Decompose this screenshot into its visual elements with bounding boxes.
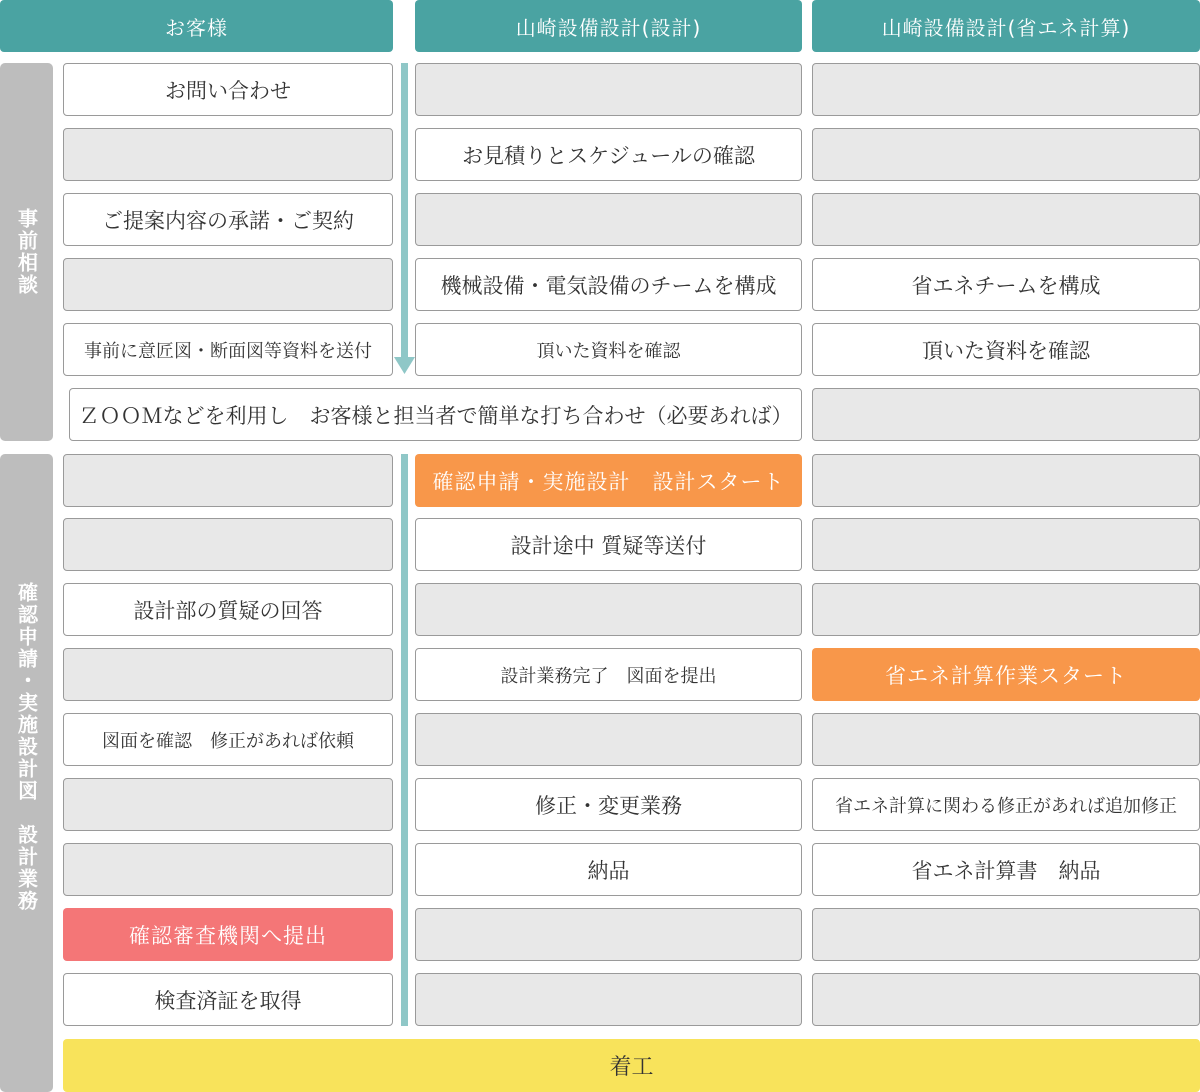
step-answer-questions: 設計部の質疑の回答 (63, 583, 393, 636)
step-energy-calc-start: 省エネ計算作業スタート (812, 648, 1200, 701)
step-send-drawings: 事前に意匠図・断面図等資料を送付 (63, 323, 393, 376)
empty-cell (63, 778, 393, 831)
section-label-main-text: 確認申請・実施設計図 設計業務 (14, 582, 39, 912)
empty-cell (812, 908, 1200, 961)
step-check-materials-energy: 頂いた資料を確認 (812, 323, 1200, 376)
empty-cell (812, 973, 1200, 1026)
step-inquiry: お問い合わせ (63, 63, 393, 116)
header-design: 山崎設備設計(設計) (415, 0, 802, 52)
step-energy-team: 省エネチームを構成 (812, 258, 1200, 311)
step-energy-delivery: 省エネ計算書 納品 (812, 843, 1200, 896)
empty-cell (63, 454, 393, 507)
step-estimate-schedule: お見積りとスケジュールの確認 (415, 128, 802, 181)
step-construction-start: 着工 (63, 1039, 1200, 1092)
section-label-design-work (0, 454, 53, 1092)
step-submit-review-agency: 確認審査機関へ提出 (63, 908, 393, 961)
step-review-drawings: 図面を確認 修正があれば依頼 (63, 713, 393, 766)
step-energy-revisions: 省エネ計算に関わる修正があれば追加修正 (812, 778, 1200, 831)
empty-cell (415, 713, 802, 766)
empty-cell (415, 583, 802, 636)
empty-cell (812, 518, 1200, 571)
empty-cell (63, 843, 393, 896)
step-design-complete: 設計業務完了 図面を提出 (415, 648, 802, 701)
step-check-materials: 頂いた資料を確認 (415, 323, 802, 376)
section-label-pre-text: 事前相談 (14, 208, 39, 296)
flow-arrow-line-pre (401, 63, 408, 360)
empty-cell (415, 63, 802, 116)
empty-cell (812, 63, 1200, 116)
empty-cell (63, 648, 393, 701)
flow-arrow-line-main (401, 454, 408, 1026)
step-revisions: 修正・変更業務 (415, 778, 802, 831)
empty-cell (63, 128, 393, 181)
empty-cell (812, 388, 1200, 441)
empty-cell (812, 583, 1200, 636)
empty-cell (63, 258, 393, 311)
empty-cell (415, 908, 802, 961)
empty-cell (415, 973, 802, 1026)
step-zoom-meeting: ＺＯＯＭなどを利用し お客様と担当者で簡単な打ち合わせ（必要あれば） (69, 388, 802, 441)
empty-cell (415, 193, 802, 246)
step-design-start: 確認申請・実施設計 設計スタート (415, 454, 802, 507)
step-delivery: 納品 (415, 843, 802, 896)
header-energy: 山崎設備設計(省エネ計算) (812, 0, 1200, 52)
header-customer: お客様 (0, 0, 393, 52)
empty-cell (812, 128, 1200, 181)
empty-cell (812, 454, 1200, 507)
section-label-pre-consultation (0, 63, 53, 441)
empty-cell (63, 518, 393, 571)
empty-cell (812, 193, 1200, 246)
step-obtain-certificate: 検査済証を取得 (63, 973, 393, 1026)
flow-arrow-head-icon (394, 357, 416, 375)
empty-cell (812, 713, 1200, 766)
step-build-team: 機械設備・電気設備のチームを構成 (415, 258, 802, 311)
step-send-questions: 設計途中 質疑等送付 (415, 518, 802, 571)
step-contract: ご提案内容の承諾・ご契約 (63, 193, 393, 246)
